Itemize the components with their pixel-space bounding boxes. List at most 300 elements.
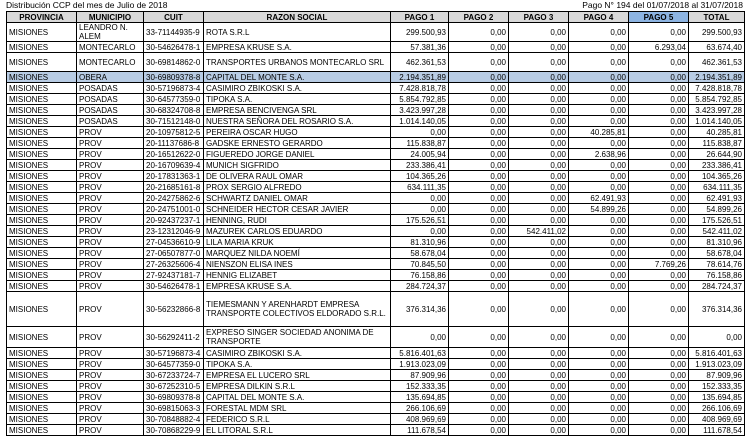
table-cell: 0,00 [509,414,569,425]
table-cell: MISIONES [7,248,77,259]
table-cell: GADSKE ERNESTO GERARDO [204,138,391,149]
table-cell: 30-67233724-7 [144,370,204,381]
table-cell: 0,00 [569,215,629,226]
table-cell: 0,00 [629,381,689,392]
table-cell: 30-69809378-8 [144,392,204,403]
table-cell: MISIONES [7,281,77,292]
table-cell: 104.365,26 [689,171,745,182]
table-cell: MISIONES [7,359,77,370]
table-cell: 0,00 [449,149,509,160]
table-cell: 0,00 [569,94,629,105]
table-cell: 23-12312046-9 [144,226,204,237]
table-cell: 0,00 [509,248,569,259]
table-cell: PROV [77,193,144,204]
table-cell: MUNICH SIGFRIDO [204,160,391,171]
table-cell: 0,00 [509,270,569,281]
table-cell: 30-70868229-9 [144,425,204,436]
table-cell: 0,00 [509,348,569,359]
table-cell: 0,00 [449,226,509,237]
table-row [7,182,745,193]
table-cell: 87.909,96 [689,370,745,381]
table-cell: PROV [77,160,144,171]
table-cell: MISIONES [7,259,77,270]
table-cell: 0,00 [629,270,689,281]
table-cell: PROV [77,425,144,436]
table-cell: 135.694,85 [391,392,449,403]
table-cell: POSADAS [77,94,144,105]
table-cell: PROV [77,226,144,237]
table-row [7,23,745,42]
table-row [7,281,745,292]
table-cell: 0,00 [509,23,569,42]
table-cell: 0,00 [509,327,569,348]
table-cell: 284.724,37 [391,281,449,292]
table-cell: LEANDRO N. ALEM [77,23,144,42]
table-cell: EMPRESA EL LUCERO SRL [204,370,391,381]
table-cell: 0,00 [449,160,509,171]
table-row [7,94,745,105]
column-header: CUIT [144,12,204,23]
table-row [7,270,745,281]
column-header: PAGO 3 [509,12,569,23]
table-cell: 0,00 [509,42,569,53]
table-cell: 26.644,90 [689,149,745,160]
table-cell: 20-16512622-0 [144,149,204,160]
table-row [7,359,745,370]
table-cell: 152.333,35 [689,381,745,392]
table-cell: 0,00 [509,204,569,215]
document-title: Distribución CCP del mes de Julio de 2018 [6,0,168,10]
table-cell: 30-64577359-0 [144,94,204,105]
table-cell: 0,00 [629,204,689,215]
table-cell: 115.838,87 [689,138,745,149]
table-cell: 0,00 [569,403,629,414]
table-row [7,171,745,182]
table-cell: 20-10975812-5 [144,127,204,138]
table-cell: 266.106,69 [391,403,449,414]
table-cell: 30-57196873-4 [144,83,204,94]
table-cell: 30-56292411-2 [144,327,204,348]
table-cell: 81.310,96 [391,237,449,248]
table-cell: PROV [77,237,144,248]
table-row [7,215,745,226]
table-cell: PROV [77,359,144,370]
table-cell: 0,00 [449,105,509,116]
table-cell: 0,00 [391,127,449,138]
table-cell: 0,00 [509,215,569,226]
table-cell: SCHWARTZ DANIEL OMAR [204,193,391,204]
table-row [7,127,745,138]
table-cell: CAPITAL DEL MONTE S.A. [204,392,391,403]
table-cell: 54.899,26 [569,204,629,215]
table-cell: 135.694,85 [689,392,745,403]
table-cell: 0,00 [509,237,569,248]
table-cell: 0,00 [629,327,689,348]
table-cell: PROV [77,292,144,327]
table-row [7,327,745,348]
table-cell: 0,00 [449,370,509,381]
table-cell: 62.491,93 [689,193,745,204]
table-cell: 0,00 [629,392,689,403]
table-cell: 0,00 [509,281,569,292]
table-cell: PROV [77,149,144,160]
table-cell: 0,00 [449,403,509,414]
table-cell: 0,00 [449,381,509,392]
table-cell: 20-16709639-4 [144,160,204,171]
table-cell: 0,00 [509,381,569,392]
table-cell: 0,00 [509,138,569,149]
table-cell: 0,00 [449,359,509,370]
table-cell: 0,00 [449,392,509,403]
table-cell: 58.678,04 [391,248,449,259]
table-cell: 0,00 [569,281,629,292]
table-cell: 0,00 [509,83,569,94]
table-cell: 0,00 [629,23,689,42]
table-cell: MISIONES [7,193,77,204]
table-cell: 30-54626478-1 [144,42,204,53]
table-cell: NIENSZON ELISA INES [204,259,391,270]
table-cell: ROTA S.R.L [204,23,391,42]
table-cell: 0,00 [449,182,509,193]
table-cell: 62.491,93 [569,193,629,204]
table-cell: 20-92437237-1 [144,215,204,226]
table-cell: TIPOKA S.A. [204,359,391,370]
table-cell: PROV [77,127,144,138]
table-cell: PROV [77,248,144,259]
table-cell: 30-69815063-3 [144,403,204,414]
table-cell: 30-67252310-5 [144,381,204,392]
table-cell: PROV [77,204,144,215]
table-cell: 0,00 [509,149,569,160]
table-cell: 0,00 [449,414,509,425]
table-row [7,105,745,116]
table-row [7,381,745,392]
table-cell: 30-56232866-8 [144,292,204,327]
table-cell: 0,00 [449,72,509,83]
table-cell: 0,00 [569,237,629,248]
table-cell: 0,00 [629,425,689,436]
table-cell: 7.428.818,78 [689,83,745,94]
table-cell: SCHNEIDER HECTOR CESAR JAVIER [204,204,391,215]
table-cell: 1.014.140,05 [391,116,449,127]
table-cell: 20-17831363-1 [144,171,204,182]
table-cell: 1.014.140,05 [689,116,745,127]
table-cell: 76.158,86 [689,270,745,281]
table-cell: 0,00 [509,105,569,116]
table-cell: 0,00 [509,53,569,72]
table-cell: 0,00 [689,327,745,348]
table-cell: 0,00 [629,138,689,149]
table-cell: PROV [77,348,144,359]
table-cell: 0,00 [629,72,689,83]
table-cell: 0,00 [509,359,569,370]
table-cell: 7.428.818,78 [391,83,449,94]
table-cell: 0,00 [569,348,629,359]
table-row [7,116,745,127]
table-row [7,403,745,414]
table-cell: MISIONES [7,237,77,248]
table-cell: 0,00 [569,327,629,348]
distribution-table [6,11,745,436]
table-cell: 0,00 [509,116,569,127]
table-cell: PROV [77,182,144,193]
table-cell: 0,00 [449,237,509,248]
table-body [7,23,745,436]
table-cell: 0,00 [449,292,509,327]
table-cell: MISIONES [7,270,77,281]
table-cell: 0,00 [629,94,689,105]
table-cell: EL LITORAL S.R.L [204,425,391,436]
table-cell: FEDERICO S.R.L [204,414,391,425]
table-cell: EMPRESA KRUSE S.A. [204,281,391,292]
table-row [7,348,745,359]
table-cell: 0,00 [509,72,569,83]
table-cell: MISIONES [7,42,77,53]
table-cell: MISIONES [7,204,77,215]
table-cell: PROV [77,327,144,348]
table-cell: MISIONES [7,425,77,436]
column-header: PAGO 5 [629,12,689,23]
table-cell: 2.638,96 [569,149,629,160]
table-cell: 376.314,36 [391,292,449,327]
table-cell: MONTECARLO [77,53,144,72]
table-cell: MISIONES [7,215,77,226]
table-cell: 0,00 [509,171,569,182]
table-cell: 0,00 [509,127,569,138]
table-cell: 0,00 [449,270,509,281]
table-cell: 30-70848882-4 [144,414,204,425]
table-cell: 111.678,54 [391,425,449,436]
table-cell: CASIMIRO ZBIKOSKI S.A. [204,348,391,359]
table-cell: 30-64577359-0 [144,359,204,370]
table-cell: EMPRESA DILKIN S.R.L [204,381,391,392]
table-cell: 0,00 [509,392,569,403]
table-cell: POSADAS [77,116,144,127]
table-cell: PROV [77,259,144,270]
table-cell: 0,00 [569,381,629,392]
table-cell: 233.386,41 [689,160,745,171]
table-cell: 0,00 [569,370,629,381]
table-cell: 20-21685161-8 [144,182,204,193]
table-cell: TIPOKA S.A. [204,94,391,105]
table-cell: 0,00 [629,414,689,425]
table-cell: 0,00 [569,42,629,53]
table-cell: MAZUREK CARLOS EDUARDO [204,226,391,237]
table-cell: 0,00 [449,83,509,94]
table-cell: 0,00 [569,116,629,127]
table-row [7,72,745,83]
table-cell: HENNIG ELIZABET [204,270,391,281]
table-cell: 0,00 [629,83,689,94]
table-cell: 0,00 [629,105,689,116]
table-cell: 175.526,51 [391,215,449,226]
table-row [7,83,745,94]
table-cell: PROV [77,403,144,414]
table-cell: 111.678,54 [689,425,745,436]
table-cell: 152.333,35 [391,381,449,392]
table-cell: 70.845,50 [391,259,449,270]
table-cell: MISIONES [7,370,77,381]
table-row [7,193,745,204]
table-cell: 30-69809378-8 [144,72,204,83]
table-row [7,138,745,149]
table-cell: 0,00 [569,23,629,42]
table-cell: 0,00 [629,182,689,193]
table-cell: 0,00 [629,348,689,359]
table-cell: 634.111,35 [689,182,745,193]
table-cell: PROV [77,392,144,403]
table-cell: EMPRESA KRUSE S.A. [204,42,391,53]
table-cell: 2.194.351,89 [689,72,745,83]
table-cell: 6.293,04 [629,42,689,53]
table-cell: 0,00 [569,226,629,237]
table-cell: 76.158,86 [391,270,449,281]
table-cell: 0,00 [391,226,449,237]
table-cell: 115.838,87 [391,138,449,149]
table-cell: MISIONES [7,53,77,72]
table-cell: 0,00 [569,160,629,171]
table-cell: 0,00 [509,94,569,105]
table-cell: POSADAS [77,83,144,94]
table-cell: 0,00 [629,193,689,204]
table-cell: 299.500,93 [689,23,745,42]
table-cell: 0,00 [509,182,569,193]
table-cell: 27-06507877-0 [144,248,204,259]
table-cell: MISIONES [7,138,77,149]
table-cell: 0,00 [629,359,689,370]
table-cell: 0,00 [449,23,509,42]
table-cell: 24.005,94 [391,149,449,160]
table-cell: 5.854.792,85 [689,94,745,105]
table-cell: 299.500,93 [391,23,449,42]
table-cell: 376.314,36 [689,292,745,327]
table-cell: MISIONES [7,105,77,116]
table-cell: 0,00 [449,138,509,149]
table-cell: MISIONES [7,127,77,138]
table-cell: TIEMESMANN Y ARENHARDT EMPRESA TRANSPORTE COLECTIVOS ELDORADO S.R.L. [204,292,391,327]
table-cell: 233.386,41 [391,160,449,171]
column-header: PAGO 2 [449,12,509,23]
table-row [7,53,745,72]
table-cell: 0,00 [509,193,569,204]
table-cell: 54.899,26 [689,204,745,215]
table-cell: 0,00 [449,116,509,127]
table-cell: 0,00 [569,292,629,327]
table-cell: MISIONES [7,160,77,171]
table-row [7,160,745,171]
table-cell: FIGUEREDO JORGE DANIEL [204,149,391,160]
table-cell: PROV [77,270,144,281]
table-cell: 40.285,81 [689,127,745,138]
table-cell: MISIONES [7,182,77,193]
table-row [7,259,745,270]
table-cell: HENNING, RUDI [204,215,391,226]
table-cell: 0,00 [509,370,569,381]
table-cell: 0,00 [569,72,629,83]
table-cell: 0,00 [629,160,689,171]
table-cell: PROX SERGIO ALFREDO [204,182,391,193]
table-cell: MISIONES [7,292,77,327]
table-cell: 0,00 [449,281,509,292]
table-cell: 0,00 [629,292,689,327]
table-cell: 462.361,53 [689,53,745,72]
table-cell: NUESTRA SEÑORA DEL ROSARIO S.A. [204,116,391,127]
table-cell: MISIONES [7,171,77,182]
table-cell: MISIONES [7,72,77,83]
table-cell: MISIONES [7,348,77,359]
column-header: MUNICIPIO [77,12,144,23]
table-cell: 0,00 [629,116,689,127]
table-cell: 0,00 [449,425,509,436]
table-cell: 30-54626478-1 [144,281,204,292]
table-cell: 542.411,02 [509,226,569,237]
table-cell: 27-04536610-9 [144,237,204,248]
table-cell: 0,00 [449,42,509,53]
table-cell: 634.111,35 [391,182,449,193]
table-cell: 0,00 [449,259,509,270]
table-cell: MISIONES [7,23,77,42]
table-cell: 0,00 [449,215,509,226]
page-header [0,0,749,11]
table-cell: 0,00 [569,359,629,370]
table-cell: PEREIRA OSCAR HUGO [204,127,391,138]
table-row [7,370,745,381]
table-cell: 20-24751001-0 [144,204,204,215]
table-cell: 0,00 [449,94,509,105]
table-cell: 0,00 [449,348,509,359]
table-cell: 0,00 [569,105,629,116]
table-cell: 0,00 [569,171,629,182]
table-cell: 0,00 [391,204,449,215]
table-cell: DE OLIVERA RAUL OMAR [204,171,391,182]
table-cell: 0,00 [449,248,509,259]
table-cell: 1.913.023,09 [391,359,449,370]
table-cell: 0,00 [629,149,689,160]
table-cell: TRANSPORTES URBANOS MONTECARLO SRL [204,53,391,72]
table-cell: 30-68324708-8 [144,105,204,116]
table-cell: PROV [77,281,144,292]
table-cell: 0,00 [629,127,689,138]
table-cell: 0,00 [449,171,509,182]
table-cell: 0,00 [569,392,629,403]
table-cell: 0,00 [629,370,689,381]
table-cell: PROV [77,138,144,149]
table-cell: MISIONES [7,83,77,94]
table-cell: POSADAS [77,105,144,116]
table-cell: 0,00 [629,281,689,292]
table-cell: 63.674,40 [689,42,745,53]
table-cell: OBERA [77,72,144,83]
table-cell: 20-11137686-8 [144,138,204,149]
table-cell: MISIONES [7,116,77,127]
table-cell: 3.423.997,28 [391,105,449,116]
table-cell: 0,00 [629,403,689,414]
table-cell: 175.526,51 [689,215,745,226]
table-row [7,392,745,403]
table-cell: 27-92437181-7 [144,270,204,281]
table-cell: 0,00 [629,248,689,259]
page-info: Pago N° 194 del 01/07/2018 al 31/07/2018 [582,0,743,10]
column-header: PROVINCIA [7,12,77,23]
table-cell: 0,00 [629,237,689,248]
column-header: TOTAL [689,12,745,23]
table-row [7,414,745,425]
table-cell: 0,00 [449,204,509,215]
table-cell: 0,00 [449,127,509,138]
table-cell: MISIONES [7,149,77,160]
table-cell: 33-71144935-9 [144,23,204,42]
table-cell: CASIMIRO ZBIKOSKI S.A. [204,83,391,94]
